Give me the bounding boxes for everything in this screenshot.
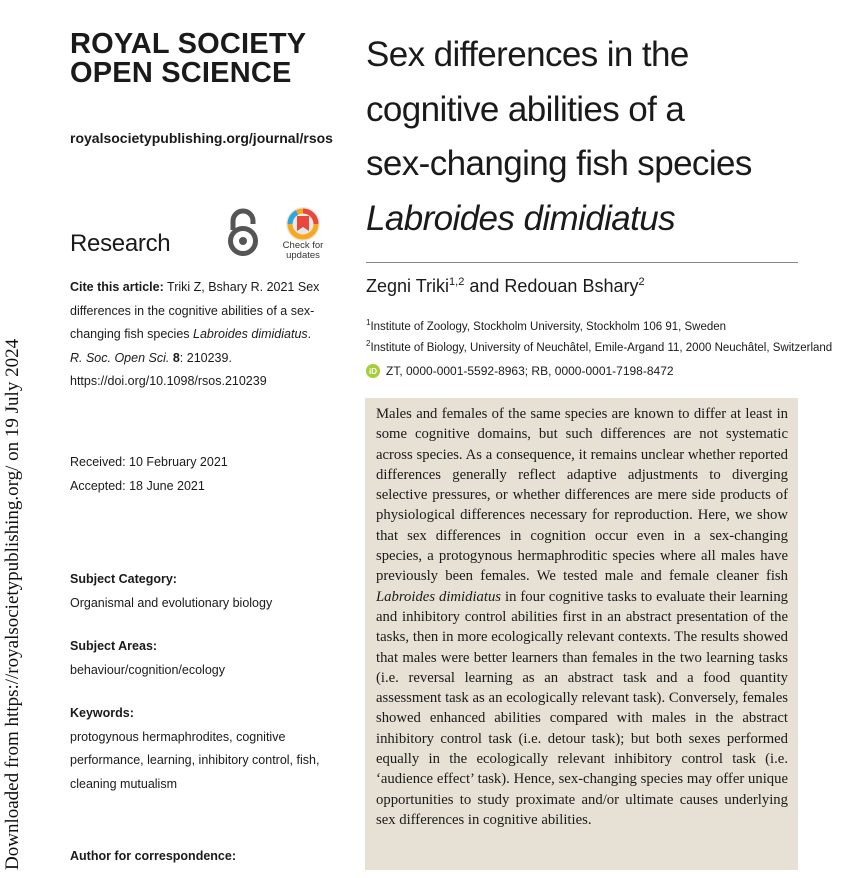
- subject-category: [70, 568, 320, 615]
- check-label-line1: Check for: [282, 240, 324, 251]
- author-2-affil: 2: [638, 276, 645, 288]
- affiliation-2-num: 2: [366, 339, 371, 348]
- citation-volume: 8: [172, 350, 180, 365]
- affiliation-2: [366, 339, 832, 354]
- journal-name-line2: OPEN SCIENCE: [70, 57, 292, 89]
- download-notice: Downloaded from https://royalsocietypublishing.org/ on 19 July 2024: [2, 338, 23, 870]
- affiliation-1: [366, 318, 726, 333]
- dates-block: [70, 451, 320, 498]
- orcid-line: [366, 364, 674, 378]
- affiliation-1-text: Institute of Zoology, Stockholm University, Stockholm 106 91, Sweden: [370, 320, 727, 333]
- check-for-updates-icon[interactable]: [285, 206, 321, 242]
- author-2[interactable]: Redouan Bshary: [504, 276, 639, 296]
- citation-text: Triki Z, Bshary R. 2021 Sex differences in the cognitive abilities of a sex-changing fish species: [70, 280, 320, 341]
- title-line3: sex-changing fish species: [366, 144, 752, 183]
- author-1[interactable]: Zegni Triki: [366, 276, 450, 296]
- section-label: Research: [70, 230, 171, 257]
- title-line2: cognitive abilities of a: [366, 89, 685, 129]
- subject-areas-label: Subject Areas:: [70, 639, 158, 653]
- abstract-text-2: in four cognitive tasks to evaluate their learning and inhibitory control abilities first in an abstract presentation of the tasks, then in more ecologically relevant contexts. The results showed that males were better learners than females in the two learning tasks (i.e. reversal learning as an abstract task and a food quantity assessment task as an ecologically relevant task). Conversely, females showed enhanced abilities compared with males in the abstract inhibitory control task (i.e. detour task); but both sexes performed equally in the ecologically relevant inhibitory control task (i.e. ‘audience effect’ task). Hence, sex-changing species may offer unique opportunities to study proximate and/or ultimate causes underlying sex differences in cognitive abilities.: [376, 588, 789, 828]
- citation-block: [70, 276, 320, 394]
- subject-category-value: Organismal and evolutionary biology: [70, 595, 273, 610]
- subject-areas-value: behaviour/cognition/ecology: [70, 662, 225, 677]
- journal-name: [70, 30, 350, 88]
- orcid-text[interactable]: ZT, 0000-0001-5592-8963; RB, 0000-0001-7198-8472: [386, 364, 674, 378]
- journal-name-line1: ROYAL SOCIETY: [70, 28, 307, 60]
- affiliation-1-num: 1: [366, 318, 371, 327]
- keywords-block: [70, 702, 320, 796]
- article-title: [366, 28, 826, 246]
- abstract-box: [365, 398, 798, 870]
- title-species: Labroides dimidiatus: [366, 198, 676, 238]
- correspondence-label: Author for correspondence:: [70, 849, 236, 863]
- author-1-affil: 1,2: [449, 276, 465, 288]
- title-line1: Sex differences in the: [366, 35, 689, 74]
- citation-doi-link[interactable]: https://doi.org/10.1098/rsos.210239: [70, 374, 267, 388]
- abstract-species: Labroides dimidiatus: [376, 588, 502, 605]
- citation-article: : 210239.: [179, 350, 232, 365]
- correspondence-block: [70, 845, 320, 869]
- author-conj: and: [464, 276, 505, 296]
- citation-journal: R. Soc. Open Sci.: [70, 350, 170, 365]
- citation-period: .: [307, 327, 312, 341]
- check-for-updates-label[interactable]: [272, 241, 334, 261]
- check-label-line2: updates: [286, 250, 320, 261]
- received-date: Received: 10 February 2021: [70, 455, 228, 469]
- open-access-icon: [224, 208, 262, 258]
- title-divider: [366, 262, 798, 263]
- affiliation-2-text: Institute of Biology, University of Neuchâtel, Emile-Argand 11, 2000 Neuchâtel, Switzerland: [370, 341, 833, 354]
- orcid-icon[interactable]: iD: [366, 364, 380, 378]
- accepted-date: Accepted: 18 June 2021: [70, 478, 205, 493]
- citation-species: Labroides dimidiatus: [193, 327, 308, 341]
- journal-url-link[interactable]: royalsocietypublishing.org/journal/rsos: [70, 130, 333, 146]
- keywords-label: Keywords:: [70, 706, 134, 720]
- subject-category-label: Subject Category:: [70, 572, 177, 586]
- abstract-text-1: Males and females of the same species are known to differ at least in some cognitive domains, but such differences are not systematic across species. As a consequence, it remains unclear whether reported differences generally reflect adaptive adjustments to diverging selective pressures, or whether differences are mere side products of physiological differences necessary for reproduction. Here, we show that sex differences in cognition occur even in a sex-changing species, a protogynous hermaphroditic species where all males have previously been females. We tested male and female cleaner fish: [376, 406, 788, 585]
- citation-label: Cite this article:: [70, 280, 164, 294]
- keywords-value: protogynous hermaphrodites, cognitive performance, learning, inhibitory control, fish, cleaning mutualism: [70, 729, 320, 791]
- subject-areas: [70, 635, 320, 682]
- author-list: [366, 276, 645, 297]
